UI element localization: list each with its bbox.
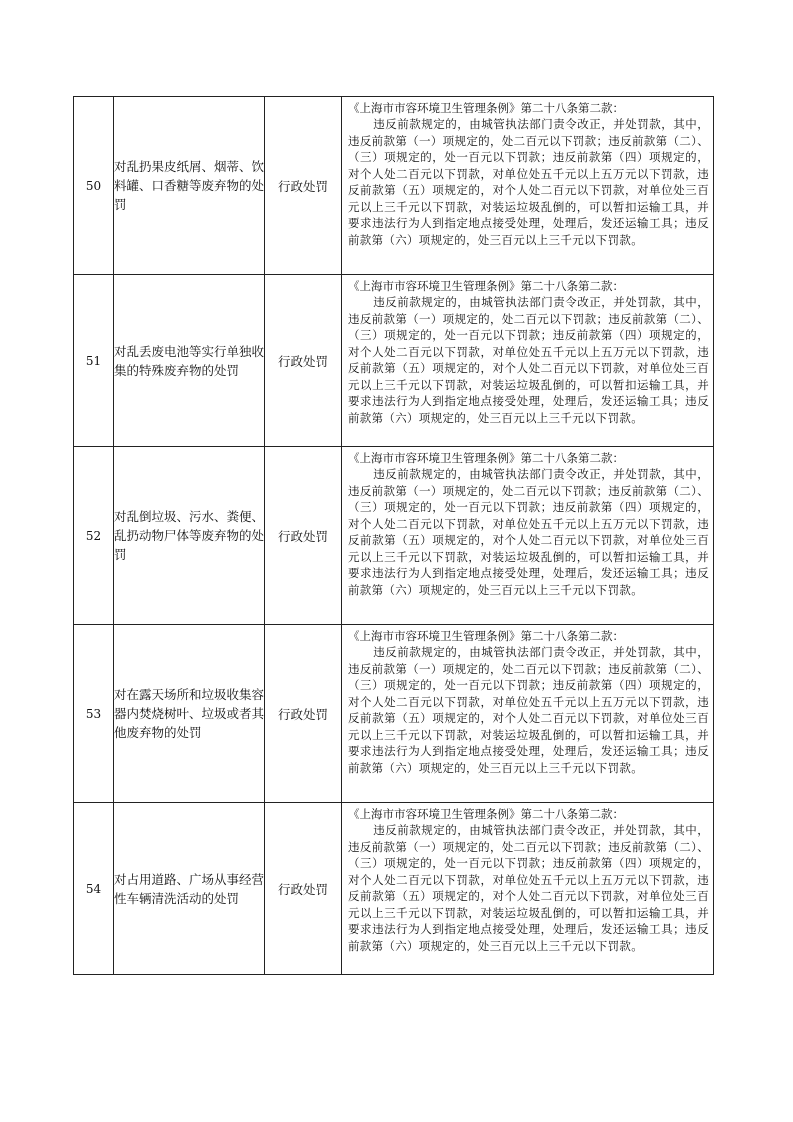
row-number: 52 — [74, 447, 114, 625]
table-row — [74, 447, 714, 625]
legal-basis-title: 《上海市市容环境卫生管理条例》第二十八条第二款： — [348, 450, 624, 465]
legal-basis-body: 违反前款规定的，由城管执法部门责令改正，并处罚款，其中，违反前款第（一）项规定的，处二百元以下罚款；违反前款第（二）、（三）项规定的，处一百元以下罚款；违反前款第（四）项规定的，对个人处二百元以下罚款，对单位处五千元以上五万元以下罚款，违反前款第（五）项规定的，对个人处二百元以下罚款，对单位处三百元以上三千元以下罚款，对装运垃圾乱倒的，可以暂扣运输工具，并要求违法行为人到指定地点接受处理，处理后，发还运输工具；违反前款第（六）项规定的，处三百元以上三千元以下罚款。 — [348, 645, 709, 775]
row-number: 51 — [74, 275, 114, 447]
item-type: 行政处罚 — [265, 625, 342, 803]
legal-basis-box — [342, 276, 713, 446]
legal-basis — [342, 275, 714, 447]
item-name: 对占用道路、广场从事经营性车辆清洗活动的处罚 — [114, 803, 265, 975]
item-name: 对在露天场所和垃圾收集容器内焚烧树叶、垃圾或者其他废弃物的处罚 — [114, 625, 265, 803]
legal-basis-box — [342, 804, 713, 974]
item-type: 行政处罚 — [265, 447, 342, 625]
legal-basis — [342, 803, 714, 975]
item-type: 行政处罚 — [265, 275, 342, 447]
legal-basis-body: 违反前款规定的，由城管执法部门责令改正，并处罚款，其中，违反前款第（一）项规定的，处二百元以下罚款；违反前款第（二）、（三）项规定的，处一百元以下罚款；违反前款第（四）项规定的，对个人处二百元以下罚款，对单位处五千元以上五万元以下罚款，违反前款第（五）项规定的，对个人处二百元以下罚款，对单位处三百元以上三千元以下罚款，对装运垃圾乱倒的，可以暂扣运输工具，并要求违法行为人到指定地点接受处理，处理后，发还运输工具；违反前款第（六）项规定的，处三百元以上三千元以下罚款。 — [348, 823, 709, 953]
item-name: 对乱倒垃圾、污水、粪便、乱扔动物尸体等废弃物的处罚 — [114, 447, 265, 625]
table-row — [74, 803, 714, 975]
legal-basis-title: 《上海市市容环境卫生管理条例》第二十八条第二款： — [348, 100, 624, 115]
legal-basis-title: 《上海市市容环境卫生管理条例》第二十八条第二款： — [348, 628, 624, 643]
item-name: 对乱扔果皮纸屑、烟蒂、饮料罐、口香糖等废弃物的处罚 — [114, 97, 265, 275]
table-row — [74, 275, 714, 447]
table-row — [74, 97, 714, 275]
legal-basis-box — [342, 448, 713, 624]
legal-basis-body: 违反前款规定的，由城管执法部门责令改正，并处罚款，其中，违反前款第（一）项规定的，处二百元以下罚款；违反前款第（二）、（三）项规定的，处一百元以下罚款；违反前款第（四）项规定的，对个人处二百元以下罚款，对单位处五千元以上五万元以下罚款，违反前款第（五）项规定的，对个人处二百元以下罚款，对单位处三百元以上三千元以下罚款，对装运垃圾乱倒的，可以暂扣运输工具，并要求违法行为人到指定地点接受处理，处理后，发还运输工具；违反前款第（六）项规定的，处三百元以上三千元以下罚款。 — [348, 295, 709, 425]
row-number: 53 — [74, 625, 114, 803]
legal-basis — [342, 447, 714, 625]
legal-basis-box — [342, 98, 713, 274]
legal-basis-title: 《上海市市容环境卫生管理条例》第二十八条第二款： — [348, 806, 624, 821]
table-row — [74, 625, 714, 803]
legal-basis — [342, 625, 714, 803]
item-name: 对乱丢废电池等实行单独收集的特殊废弃物的处罚 — [114, 275, 265, 447]
item-type: 行政处罚 — [265, 803, 342, 975]
row-number: 50 — [74, 97, 114, 275]
legal-basis-body: 违反前款规定的，由城管执法部门责令改正，并处罚款，其中，违反前款第（一）项规定的，处二百元以下罚款；违反前款第（二）、（三）项规定的，处一百元以下罚款；违反前款第（四）项规定的，对个人处二百元以下罚款，对单位处五千元以上五万元以下罚款，违反前款第（五）项规定的，对个人处二百元以下罚款，对单位处三百元以上三千元以下罚款，对装运垃圾乱倒的，可以暂扣运输工具，并要求违法行为人到指定地点接受处理，处理后，发还运输工具；违反前款第（六）项规定的，处三百元以上三千元以下罚款。 — [348, 467, 709, 597]
legal-basis-box — [342, 626, 713, 802]
row-number: 54 — [74, 803, 114, 975]
item-type: 行政处罚 — [265, 97, 342, 275]
legal-basis — [342, 97, 714, 275]
penalty-table — [73, 96, 714, 975]
legal-basis-title: 《上海市市容环境卫生管理条例》第二十八条第二款： — [348, 278, 624, 293]
legal-basis-body: 违反前款规定的，由城管执法部门责令改正，并处罚款，其中，违反前款第（一）项规定的，处二百元以下罚款；违反前款第（二）、（三）项规定的，处一百元以下罚款；违反前款第（四）项规定的，对个人处二百元以下罚款，对单位处五千元以上五万元以下罚款，违反前款第（五）项规定的，对个人处二百元以下罚款，对单位处三百元以上三千元以下罚款，对装运垃圾乱倒的，可以暂扣运输工具，并要求违法行为人到指定地点接受处理，处理后，发还运输工具；违反前款第（六）项规定的，处三百元以上三千元以下罚款。 — [348, 117, 709, 247]
